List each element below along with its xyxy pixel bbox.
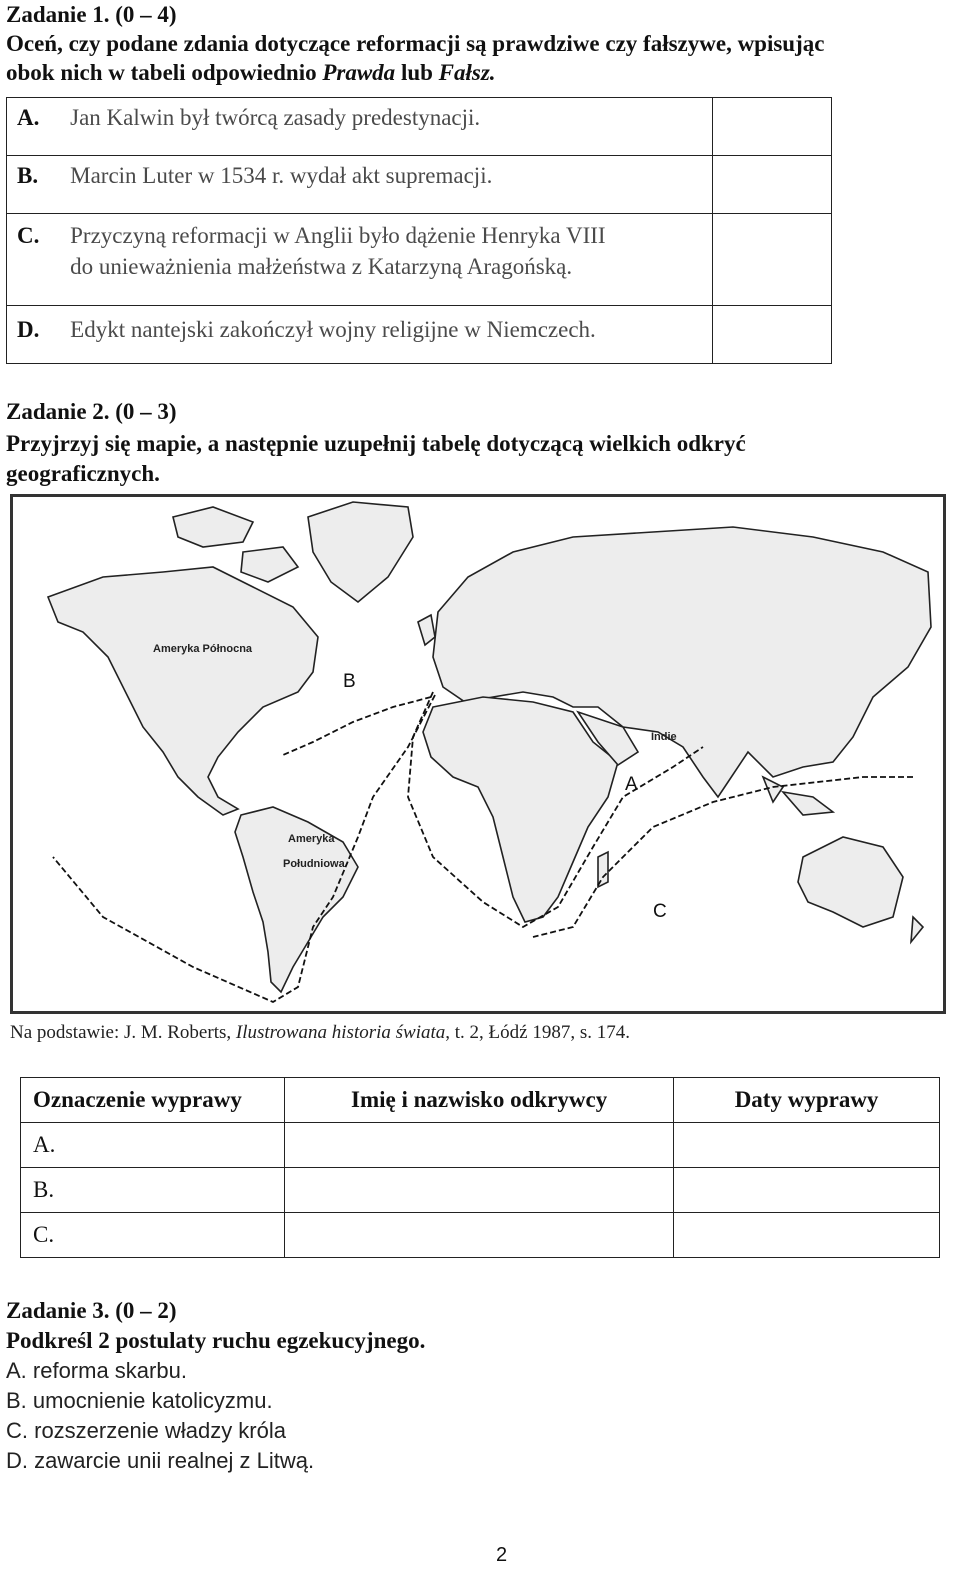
table-row [7, 98, 832, 156]
column-header: Imię i nazwisko odkrywcy [285, 1078, 674, 1123]
answer-cell[interactable] [712, 98, 831, 156]
explorer-cell[interactable] [285, 1123, 674, 1168]
explorer-cell[interactable] [285, 1168, 674, 1213]
task1-word-prawda: Prawda [322, 60, 396, 85]
task1-title: Zadanie 1. (0 – 4) [6, 2, 177, 27]
australia-shape [798, 837, 903, 927]
table-row [7, 214, 832, 306]
task1-instruction-line1: Oceń, czy podane zdania dotyczące reformacji są prawdziwe czy fałszywe, wpisując [6, 31, 825, 56]
map-source [10, 1022, 630, 1044]
greenland-shape [308, 502, 413, 602]
expedition-label: A. [21, 1123, 285, 1168]
answer-cell[interactable] [712, 156, 831, 214]
arctic-islands-shape [173, 507, 253, 547]
dates-cell[interactable] [674, 1168, 940, 1213]
source-text: Na podstawie: J. M. Roberts, [10, 1022, 236, 1043]
table-header-row [21, 1078, 940, 1123]
source-text: , t. 2, Łódź 1987, s. 174. [445, 1022, 630, 1043]
row-letter: C. [7, 214, 71, 306]
task3-title: Zadanie 3. (0 – 2) [6, 1298, 177, 1323]
true-false-table [6, 97, 832, 364]
label-south-america-1: Ameryka [288, 833, 335, 845]
new-zealand-shape [911, 917, 923, 942]
explorer-cell[interactable] [285, 1213, 674, 1258]
statement-text: Jan Kalwin był twórcą zasady predestynacji. [70, 98, 712, 156]
statement-line: Przyczyną reformacji w Anglii było dążenie Henryka VIII [70, 223, 606, 248]
task2-instruction-line1: Przyjrzyj się mapie, a następnie uzupełnij tabelę dotyczącą wielkich odkryć [6, 431, 746, 456]
table-row [7, 306, 832, 364]
option-a[interactable]: A. reforma skarbu. [6, 1358, 187, 1383]
north-america-shape [48, 567, 318, 815]
expedition-label: C. [21, 1213, 285, 1258]
option-c[interactable]: C. rozszerzenie władzy króla [6, 1418, 286, 1443]
label-route-c: C [653, 901, 667, 922]
table-row [21, 1213, 940, 1258]
task3-instruction: Podkreśl 2 postulaty ruchu egzekucyjnego. [6, 1328, 426, 1353]
table-row [21, 1123, 940, 1168]
page-number: 2 [496, 1544, 508, 1566]
world-map-drawing [13, 497, 943, 1011]
answer-cell[interactable] [712, 214, 831, 306]
column-header: Oznaczenie wyprawy [21, 1078, 285, 1123]
label-route-a: A [625, 774, 638, 795]
table-row [21, 1168, 940, 1213]
task1-word-falsz: Fałsz. [438, 60, 496, 85]
row-letter: B. [7, 156, 71, 214]
statement-text: Edykt nantejski zakończył wojny religijne w Niemczech. [70, 306, 712, 364]
expeditions-table [20, 1077, 940, 1258]
row-letter: A. [7, 98, 71, 156]
label-route-b: B [343, 671, 356, 692]
column-header: Daty wyprawy [674, 1078, 940, 1123]
dates-cell[interactable] [674, 1213, 940, 1258]
indonesia-shape [783, 792, 833, 815]
british-isles-shape [418, 615, 435, 645]
task1-instruction-part: obok nich w tabeli odpowiednio [6, 60, 323, 85]
label-north-america: Ameryka Północna [153, 643, 253, 655]
dates-cell[interactable] [674, 1123, 940, 1168]
task2-title: Zadanie 2. (0 – 3) [6, 399, 177, 424]
source-title: Ilustrowana historia świata [235, 1022, 446, 1043]
africa-shape [423, 697, 618, 922]
option-d[interactable]: D. zawarcie unii realnej z Litwą. [6, 1448, 315, 1473]
task2-instruction-line2: geograficznych. [6, 461, 160, 486]
answer-cell[interactable] [712, 306, 831, 364]
option-b[interactable]: B. umocnienie katolicyzmu. [6, 1388, 273, 1413]
statement-line: do unieważnienia małżeństwa z Katarzyną Aragońską. [70, 254, 573, 279]
label-south-america-2: Południowa [283, 858, 345, 870]
task1-instruction-part: lub [395, 60, 439, 85]
world-map [10, 494, 946, 1014]
arctic-islands-shape [241, 547, 298, 582]
table-row [7, 156, 832, 214]
statement-text [70, 214, 712, 306]
row-letter: D. [7, 306, 71, 364]
expedition-label: B. [21, 1168, 285, 1213]
label-india: Indie [651, 731, 677, 743]
statement-text: Marcin Luter w 1534 r. wydał akt supremacji. [70, 156, 712, 214]
task1-instruction-line2 [6, 58, 496, 87]
